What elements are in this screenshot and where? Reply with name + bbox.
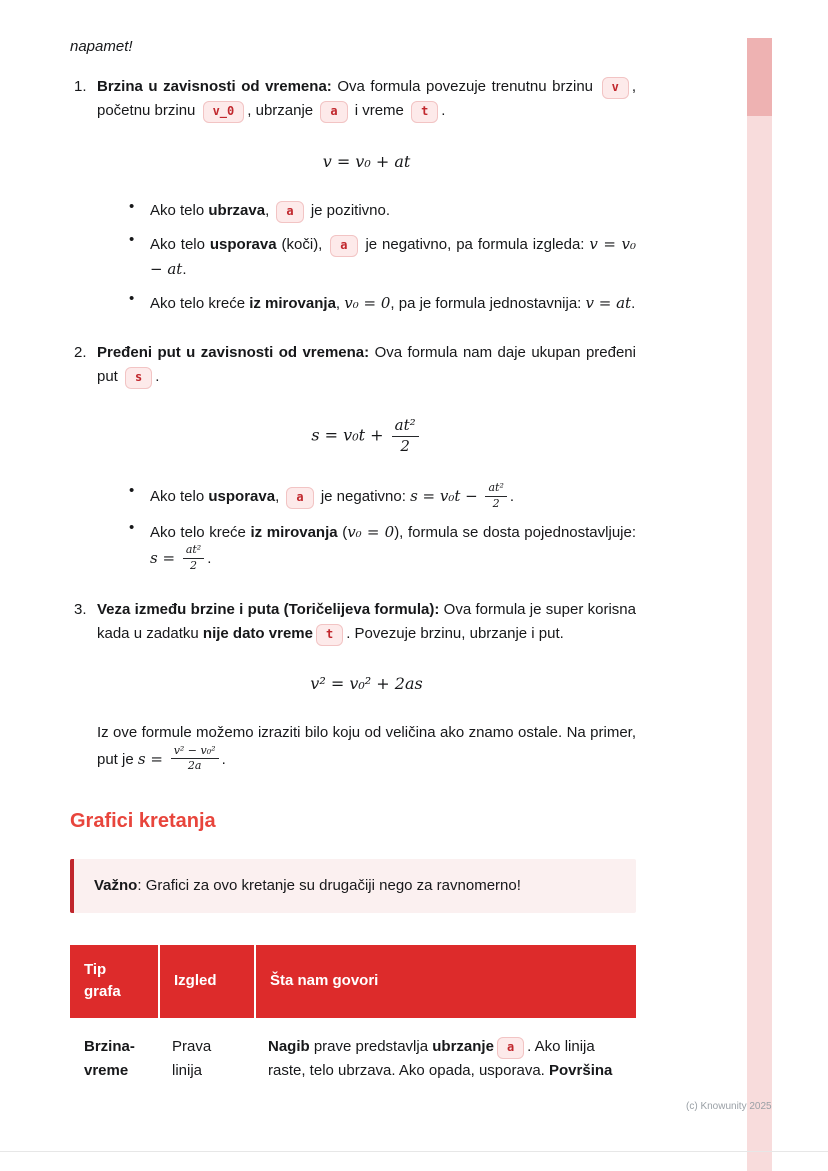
text-run: prave predstavlja bbox=[309, 1037, 433, 1055]
math-expression: v² = v₀² + 2as bbox=[310, 674, 423, 694]
table-body bbox=[70, 1018, 636, 1083]
bold-text: iz mirovanja bbox=[250, 524, 338, 542]
cell-graph-look: Prava linija bbox=[158, 1018, 254, 1083]
bullet-item bbox=[127, 291, 636, 316]
text-run: . Ako linija raste, telo ubrzava. Ako opada, usporava. bbox=[268, 1037, 595, 1079]
code-chip-a: a bbox=[497, 1037, 524, 1059]
section-heading: Grafici kretanja bbox=[70, 809, 216, 832]
text-run: Ako telo kreće bbox=[150, 295, 250, 313]
cell-graph-meaning bbox=[254, 1018, 636, 1083]
math-expression: s = v₀t + bbox=[311, 425, 389, 445]
text-run: je negativno, pa formula izgleda: bbox=[360, 235, 590, 253]
list-item-2 bbox=[70, 341, 636, 574]
bold-text: ubrzava bbox=[208, 201, 266, 219]
text-run: . bbox=[182, 261, 187, 279]
text-run: , bbox=[265, 201, 274, 219]
document-content bbox=[70, 38, 636, 1083]
bullet-text bbox=[150, 291, 636, 316]
fraction-denominator: 2 bbox=[400, 436, 410, 455]
math-expression: v₀ = 0 bbox=[347, 523, 395, 542]
text-run: i vreme bbox=[350, 102, 409, 120]
text-run: . bbox=[441, 102, 446, 120]
bullet-text bbox=[150, 232, 636, 283]
text-run: Ova formula je super korisna kada u zadatku bbox=[97, 600, 636, 643]
text-run: , pa je formula jednostavnija: bbox=[390, 295, 586, 313]
bold-text: Veza između brzine i puta (Toričelijeva formula): bbox=[97, 600, 440, 618]
math-expression: s = bbox=[150, 549, 180, 568]
bold-text: ubrzanje bbox=[432, 1037, 494, 1055]
list-item-1-paragraph bbox=[97, 75, 636, 124]
text-run: Ako telo bbox=[150, 201, 209, 219]
graphs-table bbox=[70, 945, 636, 1083]
bold-text: nije dato vreme bbox=[202, 625, 313, 643]
formula-torricelli bbox=[97, 674, 636, 693]
column-header-izgled: Izgled bbox=[158, 945, 254, 1018]
text-run: . bbox=[207, 550, 212, 568]
text-run: , bbox=[275, 487, 284, 505]
text-run: , bbox=[335, 295, 345, 313]
code-chip-t: t bbox=[411, 101, 438, 123]
bullet-item bbox=[127, 520, 636, 574]
bold-text: usporava bbox=[209, 235, 277, 253]
bold-text: iz mirovanja bbox=[249, 295, 336, 313]
text-run: Ako telo bbox=[150, 487, 209, 505]
bold-text: Nagib bbox=[268, 1037, 310, 1055]
text-run: Ako telo bbox=[150, 235, 210, 253]
table-header bbox=[70, 945, 636, 1018]
fraction bbox=[485, 482, 506, 510]
text-run: Iz ove formule možemo izraziti bilo koju od veličina ako znamo ostale. Na primer, put je bbox=[97, 724, 636, 768]
text-run: . bbox=[631, 295, 636, 313]
fraction-numerator: v² − v₀² bbox=[171, 745, 219, 760]
fraction bbox=[392, 417, 419, 455]
text-run: . Povezuje brzinu, ubrzanje i put. bbox=[346, 625, 564, 643]
list-item-2-paragraph bbox=[97, 341, 636, 390]
watermark: (c) Knowunity 2025 bbox=[686, 1101, 772, 1112]
fraction-numerator: at² bbox=[485, 482, 506, 497]
math-expression: v = v₀ + at bbox=[322, 151, 411, 171]
text-run: je pozitivno. bbox=[306, 201, 391, 219]
bullet-text bbox=[150, 480, 636, 511]
formula-distance-time bbox=[97, 417, 636, 455]
list-item-3 bbox=[70, 598, 636, 774]
bullet-list-2 bbox=[127, 480, 637, 574]
list-number-3: 3. bbox=[74, 600, 87, 618]
fraction-denominator: 2 bbox=[492, 496, 500, 510]
text-run: . bbox=[509, 487, 515, 505]
code-chip-a: a bbox=[276, 201, 303, 223]
bullet-item bbox=[127, 232, 636, 283]
code-chip-s: s bbox=[125, 367, 152, 389]
bullet-list-1 bbox=[127, 199, 636, 317]
bullet-text bbox=[150, 199, 636, 223]
scrollbar-track[interactable] bbox=[747, 38, 772, 1171]
code-chip-t: t bbox=[316, 624, 343, 646]
intro-text: napamet! bbox=[70, 38, 133, 55]
bold-text: Površina bbox=[549, 1061, 613, 1079]
cell-graph-type: Brzina-vreme bbox=[70, 1018, 158, 1083]
list-item-1 bbox=[70, 75, 636, 317]
scrollbar-thumb[interactable] bbox=[747, 38, 772, 116]
text-run: je negativno: bbox=[316, 487, 411, 505]
text-run: (koči), bbox=[276, 235, 328, 253]
bold-text: Važno bbox=[94, 876, 138, 894]
list-number-1: 1. bbox=[74, 78, 87, 95]
important-callout bbox=[70, 859, 636, 913]
column-header-tip-grafa: Tip grafa bbox=[70, 945, 158, 1018]
math-expression: v = at bbox=[585, 294, 632, 313]
column-header-sta-nam-govori: Šta nam govori bbox=[254, 945, 636, 1018]
fraction bbox=[183, 544, 204, 572]
math-expression: s = bbox=[137, 749, 168, 768]
text-run: Ova formula povezuje trenutnu brzinu bbox=[331, 78, 599, 95]
list-item-3-paragraph bbox=[97, 598, 636, 647]
bold-text: Pređeni put u zavisnosti od vremena: bbox=[97, 343, 370, 361]
table-header-row bbox=[70, 945, 636, 1018]
list-number-2: 2. bbox=[74, 343, 87, 361]
fraction bbox=[171, 745, 219, 773]
text-run: , ubrzanje bbox=[247, 102, 318, 120]
text-run: ( bbox=[337, 524, 348, 542]
page-boundary-line bbox=[0, 1151, 828, 1152]
code-chip-v0: v_0 bbox=[203, 101, 245, 123]
formula-velocity-time bbox=[97, 152, 636, 171]
text-run: Ova formula nam daje ukupan pređeni put bbox=[97, 343, 636, 386]
bold-text: Brzina u zavisnosti od vremena: bbox=[97, 78, 332, 95]
closing-paragraph bbox=[97, 721, 636, 774]
bullet-text bbox=[150, 520, 636, 574]
fraction-numerator: at² bbox=[183, 544, 204, 559]
text-run: ), formula se dosta pojednostavljuje: bbox=[394, 524, 637, 542]
bullet-item bbox=[127, 199, 636, 223]
math-expression: s = v₀t − bbox=[410, 486, 483, 505]
table-row bbox=[70, 1018, 636, 1083]
text-run: . bbox=[155, 368, 160, 386]
code-chip-a: a bbox=[320, 101, 347, 123]
fraction-denominator: 2a bbox=[187, 759, 202, 773]
text-run: : Grafici za ovo kretanje su drugačiji nego za ravnomerno! bbox=[137, 876, 521, 894]
math-expression: v₀ = 0 bbox=[344, 294, 391, 313]
code-chip-a: a bbox=[330, 235, 357, 257]
text-run: , početnu brzinu bbox=[97, 78, 636, 120]
math-expression: v = v₀ − at bbox=[150, 234, 636, 279]
fraction-numerator: at² bbox=[392, 417, 419, 436]
bold-text: usporava bbox=[208, 487, 276, 505]
bullet-item bbox=[127, 480, 636, 511]
code-chip-a: a bbox=[286, 487, 313, 509]
text-run: Ako telo kreće bbox=[150, 524, 251, 542]
text-run: . bbox=[221, 750, 226, 768]
code-chip-v: v bbox=[602, 77, 629, 99]
fraction-denominator: 2 bbox=[190, 559, 197, 573]
